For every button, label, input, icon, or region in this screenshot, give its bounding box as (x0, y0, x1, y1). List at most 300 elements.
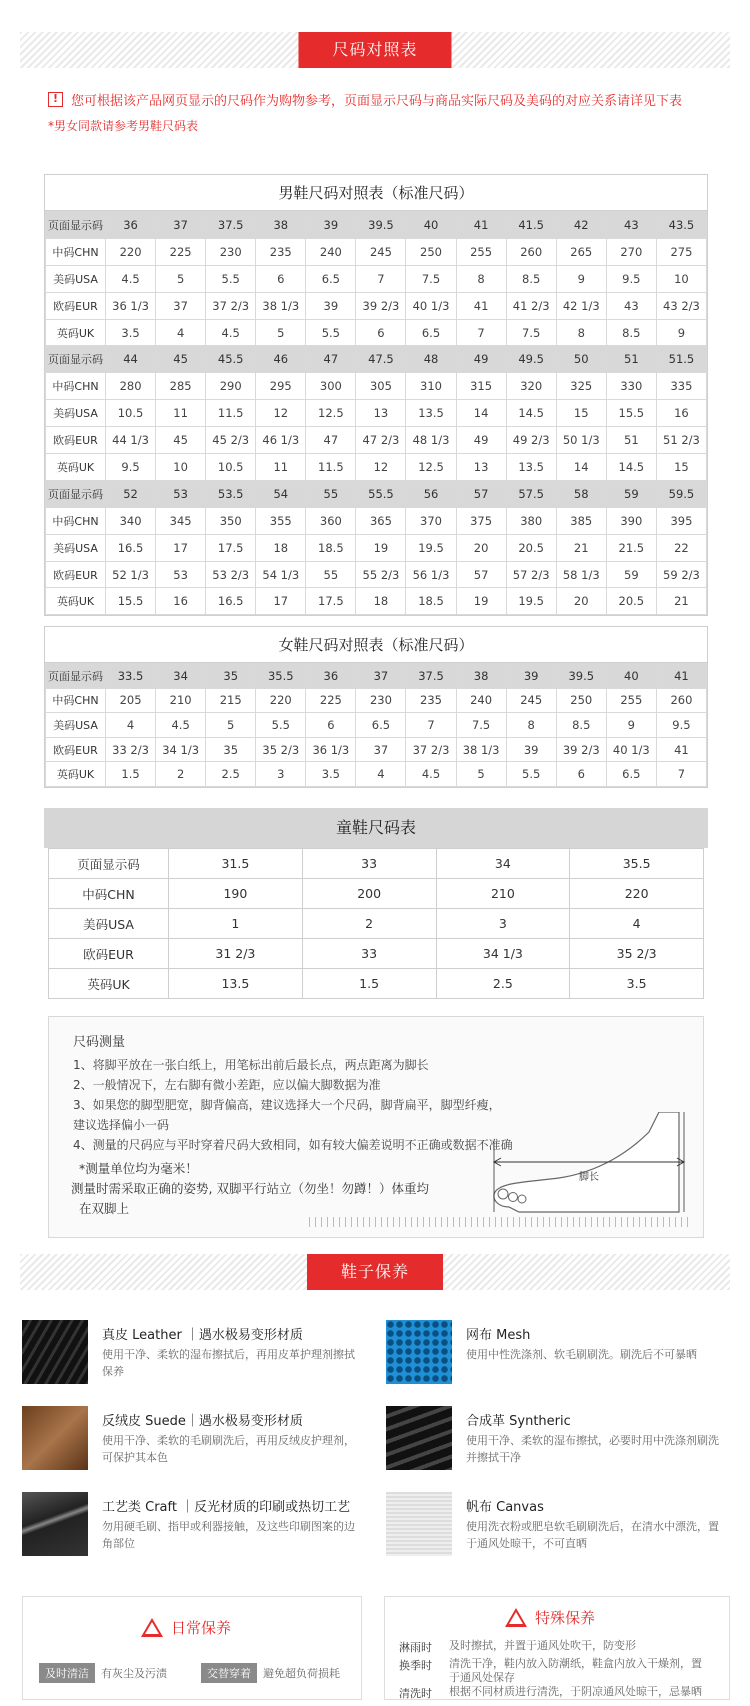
special-care-row (399, 1639, 709, 1655)
size-cell: 56 (406, 480, 456, 507)
size-cell: 59 2/3 (656, 561, 706, 588)
size-row (46, 400, 707, 427)
size-cell: 5.5 (206, 265, 256, 292)
row-label: 英码UK (46, 762, 106, 787)
size-cell: 11.5 (306, 454, 356, 481)
size-cell: 280 (106, 373, 156, 400)
size-cell: 51.5 (656, 346, 706, 373)
size-cell: 330 (606, 373, 656, 400)
size-row (46, 507, 707, 534)
size-cell: 57 2/3 (506, 561, 556, 588)
size-cell: 8 (456, 265, 506, 292)
size-cell: 245 (356, 238, 406, 265)
row-label: 欧码EUR (46, 427, 106, 454)
material-title: 网布 Mesh (466, 1328, 531, 1343)
size-cell: 250 (406, 238, 456, 265)
size-cell: 46 (256, 346, 306, 373)
size-row (46, 292, 707, 319)
measure-step: 4、测量的尺码应与平时穿着尺码大致相同，如有较大偏差说明不正确或数据不准确 (73, 1138, 513, 1152)
material-desc: 使用干净、柔软的湿布擦拭，必要时用中洗涤剂刷洗并擦拭干净 (466, 1434, 719, 1464)
size-cell: 190 (169, 879, 303, 909)
size-row (46, 534, 707, 561)
size-cell: 3 (256, 762, 306, 787)
size-cell: 39.5 (556, 664, 606, 689)
care-item (386, 1320, 736, 1390)
size-cell: 58 1/3 (556, 561, 606, 588)
row-label: 美码USA (46, 265, 106, 292)
size-cell: 38 (256, 212, 306, 239)
size-cell: 15.5 (606, 400, 656, 427)
size-cell: 39 2/3 (356, 292, 406, 319)
size-cell: 55.5 (356, 480, 406, 507)
size-cell: 275 (656, 238, 706, 265)
women-size-grid (45, 663, 707, 787)
size-cell: 36 1/3 (106, 292, 156, 319)
size-cell: 54 (256, 480, 306, 507)
size-cell: 41 (656, 737, 706, 762)
daily-care-box (22, 1596, 362, 1700)
size-cell: 285 (156, 373, 206, 400)
material-title: 反绒皮 Suede｜遇水极易变形材质 (102, 1414, 303, 1429)
size-cell: 35.5 (570, 849, 704, 879)
size-cell: 355 (256, 507, 306, 534)
material-title: 合成革 Syntheric (466, 1414, 571, 1429)
size-cell: 9 (656, 319, 706, 346)
size-row (46, 713, 707, 738)
size-cell: 16 (656, 400, 706, 427)
size-cell: 230 (206, 238, 256, 265)
size-cell: 385 (556, 507, 606, 534)
size-cell: 36 1/3 (306, 737, 356, 762)
size-cell: 49.5 (506, 346, 556, 373)
size-cell: 59.5 (656, 480, 706, 507)
size-cell: 350 (206, 507, 256, 534)
size-cell: 49 2/3 (506, 427, 556, 454)
measure-title: 尺码测量 (73, 1035, 126, 1050)
size-cell: 9.5 (656, 713, 706, 738)
measure-steps (73, 1055, 543, 1155)
size-cell: 19.5 (406, 534, 456, 561)
size-row (46, 561, 707, 588)
care-item (386, 1406, 736, 1476)
care-item (22, 1320, 372, 1390)
size-cell: 370 (406, 507, 456, 534)
size-cell: 57 (456, 480, 506, 507)
size-cell: 11 (256, 454, 306, 481)
care-item (22, 1406, 372, 1476)
size-cell: 255 (456, 238, 506, 265)
size-cell: 7.5 (506, 319, 556, 346)
unisex-note: *男女同款请参考男鞋尺码表 (48, 119, 199, 133)
size-cell: 57 (456, 561, 506, 588)
size-cell: 235 (406, 688, 456, 713)
size-cell: 51 (606, 346, 656, 373)
size-cell: 16.5 (206, 588, 256, 615)
size-cell: 4 (356, 762, 406, 787)
row-label: 英码UK (46, 454, 106, 481)
size-cell: 58 (556, 480, 606, 507)
size-cell: 315 (456, 373, 506, 400)
size-cell: 16 (156, 588, 206, 615)
size-row (46, 480, 707, 507)
size-cell: 13.5 (169, 969, 303, 999)
size-cell: 2.5 (206, 762, 256, 787)
size-cell: 10.5 (206, 454, 256, 481)
special-care-row (399, 1685, 709, 1701)
size-cell: 9 (556, 265, 606, 292)
size-cell: 15.5 (106, 588, 156, 615)
care-header-bar (20, 1254, 730, 1290)
row-label: 中码CHN (46, 373, 106, 400)
size-cell: 8 (506, 713, 556, 738)
size-cell: 33 2/3 (106, 737, 156, 762)
size-cell: 6 (356, 319, 406, 346)
size-cell: 34 1/3 (156, 737, 206, 762)
size-cell: 17.5 (306, 588, 356, 615)
size-cell: 37 (156, 292, 206, 319)
row-label: 中码CHN (49, 879, 169, 909)
size-cell: 37 (156, 212, 206, 239)
size-cell: 17 (256, 588, 306, 615)
row-label: 欧码EUR (46, 737, 106, 762)
row-label: 美码USA (46, 400, 106, 427)
size-cell: 36 (306, 664, 356, 689)
row-label: 页面显示码 (49, 849, 169, 879)
size-cell: 41 (456, 292, 506, 319)
size-cell: 5 (206, 713, 256, 738)
size-cell: 260 (506, 238, 556, 265)
size-cell: 19 (356, 534, 406, 561)
size-cell: 360 (306, 507, 356, 534)
row-label: 英码UK (46, 319, 106, 346)
size-cell: 260 (656, 688, 706, 713)
size-cell: 34 1/3 (436, 939, 570, 969)
size-cell: 34 (156, 664, 206, 689)
size-cell: 305 (356, 373, 406, 400)
material-thumbnail (22, 1406, 88, 1470)
care-item (22, 1492, 372, 1562)
size-chart-header-bar (20, 32, 730, 68)
size-cell: 53 2/3 (206, 561, 256, 588)
size-cell: 220 (256, 688, 306, 713)
size-cell: 41 (456, 212, 506, 239)
size-cell: 375 (456, 507, 506, 534)
size-cell: 51 2/3 (656, 427, 706, 454)
size-cell: 39 (506, 737, 556, 762)
size-cell: 40 1/3 (406, 292, 456, 319)
size-cell: 6 (306, 713, 356, 738)
size-cell: 220 (106, 238, 156, 265)
size-cell: 33 (302, 849, 436, 879)
size-cell: 47 2/3 (356, 427, 406, 454)
women-size-table (44, 626, 708, 788)
size-cell: 50 (556, 346, 606, 373)
special-care-value: 根据不同材质进行清洗，于阴凉通风处晾干，忌暴晒 (449, 1685, 702, 1698)
size-cell: 20.5 (606, 588, 656, 615)
size-row (46, 588, 707, 615)
size-cell: 41 2/3 (506, 292, 556, 319)
size-cell: 8.5 (606, 319, 656, 346)
size-cell: 37.5 (206, 212, 256, 239)
size-cell: 21 (656, 588, 706, 615)
size-cell: 245 (506, 688, 556, 713)
size-cell: 270 (606, 238, 656, 265)
size-cell: 12.5 (406, 454, 456, 481)
size-cell: 10.5 (106, 400, 156, 427)
size-cell: 2 (156, 762, 206, 787)
size-cell: 380 (506, 507, 556, 534)
size-cell: 52 1/3 (106, 561, 156, 588)
size-cell: 9.5 (606, 265, 656, 292)
size-cell: 215 (206, 688, 256, 713)
size-cell: 13 (356, 400, 406, 427)
row-label: 欧码EUR (46, 292, 106, 319)
size-cell: 10 (656, 265, 706, 292)
size-cell: 6.5 (306, 265, 356, 292)
size-cell: 19.5 (506, 588, 556, 615)
size-cell: 39 2/3 (556, 737, 606, 762)
special-care-box (384, 1596, 730, 1700)
men-size-table (44, 174, 708, 616)
size-cell: 3.5 (306, 762, 356, 787)
size-cell: 240 (456, 688, 506, 713)
size-cell: 8.5 (556, 713, 606, 738)
kids-size-grid (48, 848, 704, 999)
size-cell: 40 (406, 212, 456, 239)
size-cell: 7 (406, 713, 456, 738)
size-cell: 320 (506, 373, 556, 400)
size-cell: 40 1/3 (606, 737, 656, 762)
size-cell: 1.5 (106, 762, 156, 787)
size-cell: 50 1/3 (556, 427, 606, 454)
size-cell: 34 (436, 849, 570, 879)
size-cell: 4.5 (106, 265, 156, 292)
size-cell: 52 (106, 480, 156, 507)
kids-row (49, 939, 704, 969)
size-cell: 395 (656, 507, 706, 534)
material-desc: 使用干净、柔软的毛刷刷洗后，再用反绒皮护理剂，可保护其本色 (102, 1434, 355, 1464)
size-cell: 20.5 (506, 534, 556, 561)
size-cell: 18 (256, 534, 306, 561)
size-cell: 10 (156, 454, 206, 481)
size-cell: 345 (156, 507, 206, 534)
size-cell: 6.5 (356, 713, 406, 738)
size-row (46, 346, 707, 373)
size-cell: 59 (606, 561, 656, 588)
size-cell: 295 (256, 373, 306, 400)
size-cell: 14.5 (506, 400, 556, 427)
size-cell: 5 (156, 265, 206, 292)
size-cell: 39 (306, 212, 356, 239)
size-cell: 340 (106, 507, 156, 534)
size-cell: 12 (256, 400, 306, 427)
kids-row (49, 849, 704, 879)
foot-length-label: 脚长 (579, 1172, 599, 1183)
row-label: 欧码EUR (49, 939, 169, 969)
size-cell: 6.5 (406, 319, 456, 346)
size-cell: 45 (156, 427, 206, 454)
size-cell: 37 (356, 737, 406, 762)
size-cell: 5.5 (256, 713, 306, 738)
special-care-value: 及时擦拭，并置于通风处吹干，防变形 (449, 1639, 636, 1652)
size-cell: 37 (356, 664, 406, 689)
size-cell: 49 (456, 427, 506, 454)
warning-triangle-icon (505, 1608, 527, 1627)
size-cell: 3.5 (570, 969, 704, 999)
size-cell: 290 (206, 373, 256, 400)
size-cell: 31 2/3 (169, 939, 303, 969)
size-cell: 240 (306, 238, 356, 265)
size-cell: 335 (656, 373, 706, 400)
material-desc: 使用中性洗涤剂、软毛刷刷洗。刷洗后不可暴晒 (466, 1348, 697, 1361)
size-cell: 48 (406, 346, 456, 373)
size-cell: 31.5 (169, 849, 303, 879)
size-cell: 36 (106, 212, 156, 239)
measure-note-line: 测量时需采取正确的姿势, 双脚平行站立（勿坐！勿蹲！）体重均 (71, 1181, 429, 1196)
size-cell: 210 (436, 879, 570, 909)
size-row (46, 319, 707, 346)
size-cell: 13 (456, 454, 506, 481)
material-desc: 使用干净、柔软的湿布擦拭后，再用皮革护理剂擦拭保养 (102, 1348, 355, 1378)
size-cell: 53 (156, 480, 206, 507)
row-label: 页面显示码 (46, 346, 106, 373)
size-cell: 43 (606, 292, 656, 319)
size-cell: 250 (556, 688, 606, 713)
size-cell: 7.5 (406, 265, 456, 292)
size-cell: 13.5 (406, 400, 456, 427)
row-label: 中码CHN (46, 238, 106, 265)
size-cell: 365 (356, 507, 406, 534)
size-row (46, 762, 707, 787)
size-cell: 57.5 (506, 480, 556, 507)
material-desc: 勿用硬毛刷、指甲或利器接触，及这些印刷图案的边角部位 (102, 1520, 355, 1550)
measure-step: 2、一般情况下，左右脚有微小差距，应以偏大脚数据为准 (73, 1078, 381, 1092)
size-cell: 38 (456, 664, 506, 689)
size-cell: 59 (606, 480, 656, 507)
size-cell: 38 1/3 (456, 737, 506, 762)
material-thumbnail (22, 1320, 88, 1384)
size-cell: 255 (606, 688, 656, 713)
size-cell: 7 (656, 762, 706, 787)
size-cell: 11.5 (206, 400, 256, 427)
size-cell: 310 (406, 373, 456, 400)
size-cell: 53 (156, 561, 206, 588)
size-cell: 5 (256, 319, 306, 346)
daily-care-title: 日常保养 (141, 1617, 231, 1638)
measure-note-line: 在双脚上 (79, 1201, 130, 1216)
size-cell: 18.5 (306, 534, 356, 561)
size-cell: 43.5 (656, 212, 706, 239)
size-cell: 4 (570, 909, 704, 939)
material-thumbnail (386, 1406, 452, 1470)
size-cell: 37.5 (406, 664, 456, 689)
size-cell: 8 (556, 319, 606, 346)
size-cell: 12 (356, 454, 406, 481)
size-cell: 4.5 (406, 762, 456, 787)
size-cell: 325 (556, 373, 606, 400)
material-title: 工艺类 Craft ｜反光材质的印刷或热切工艺 (102, 1500, 351, 1515)
size-cell: 39.5 (356, 212, 406, 239)
special-care-key: 清洗时 (399, 1687, 432, 1700)
size-row (46, 212, 707, 239)
size-cell: 18.5 (406, 588, 456, 615)
special-care-value: 清洗干净，鞋内放入防潮纸，鞋盒内放入干燥剂，置于通风处保存 (449, 1657, 702, 1684)
size-cell: 17 (156, 534, 206, 561)
material-title: 帆布 Canvas (466, 1500, 544, 1515)
size-cell: 200 (302, 879, 436, 909)
size-cell: 22 (656, 534, 706, 561)
size-cell: 21.5 (606, 534, 656, 561)
size-cell: 48 1/3 (406, 427, 456, 454)
size-cell: 55 (306, 561, 356, 588)
size-cell: 14 (456, 400, 506, 427)
size-cell: 41 (656, 664, 706, 689)
size-row (46, 664, 707, 689)
special-care-key: 换季时 (399, 1659, 432, 1672)
size-cell: 47.5 (356, 346, 406, 373)
row-label: 页面显示码 (46, 664, 106, 689)
row-label: 中码CHN (46, 688, 106, 713)
size-cell: 9.5 (106, 454, 156, 481)
row-label: 中码CHN (46, 507, 106, 534)
size-cell: 220 (570, 879, 704, 909)
size-cell: 1 (169, 909, 303, 939)
measure-note (71, 1159, 471, 1219)
size-cell: 225 (306, 688, 356, 713)
size-cell: 3 (436, 909, 570, 939)
measure-step: 1、将脚平放在一张白纸上，用笔标出前后最长点，两点距离为脚长 (73, 1058, 429, 1072)
size-cell: 19 (456, 588, 506, 615)
size-cell: 49 (456, 346, 506, 373)
size-cell: 38 1/3 (256, 292, 306, 319)
size-cell: 35 2/3 (256, 737, 306, 762)
material-desc: 使用洗衣粉或肥皂软毛刷刷洗后，在清水中漂洗，置于通风处晾干，不可直晒 (466, 1520, 719, 1550)
size-cell: 35 (206, 737, 256, 762)
size-cell: 45 2/3 (206, 427, 256, 454)
size-cell: 300 (306, 373, 356, 400)
row-label: 英码UK (46, 588, 106, 615)
foot-diagram-icon (479, 1112, 699, 1222)
size-row (46, 737, 707, 762)
size-cell: 33 (302, 939, 436, 969)
row-label: 页面显示码 (46, 480, 106, 507)
size-cell: 56 1/3 (406, 561, 456, 588)
size-cell: 43 (606, 212, 656, 239)
special-care-key: 淋雨时 (399, 1641, 432, 1654)
size-cell: 1.5 (302, 969, 436, 999)
size-cell: 39 (306, 292, 356, 319)
size-cell: 2 (302, 909, 436, 939)
size-cell: 20 (556, 588, 606, 615)
size-cell: 35.5 (256, 664, 306, 689)
size-cell: 55 2/3 (356, 561, 406, 588)
size-note-text: 您可根据该产品网页显示的尺码作为购物参考，页面显示尺码与商品实际尺码及美码的对应关系请详见下表 (71, 94, 683, 109)
size-cell: 4.5 (156, 713, 206, 738)
size-cell: 8.5 (506, 265, 556, 292)
size-cell: 2.5 (436, 969, 570, 999)
size-row (46, 454, 707, 481)
daily-care-clean: 及时清洁 有灰尘及污渍 (39, 1663, 167, 1683)
size-cell: 35 2/3 (570, 939, 704, 969)
size-cell: 44 1/3 (106, 427, 156, 454)
size-cell: 44 (106, 346, 156, 373)
size-cell: 18 (356, 588, 406, 615)
size-cell: 5.5 (306, 319, 356, 346)
kids-row (49, 879, 704, 909)
size-cell: 7 (456, 319, 506, 346)
size-cell: 42 1/3 (556, 292, 606, 319)
men-size-grid (45, 211, 707, 615)
